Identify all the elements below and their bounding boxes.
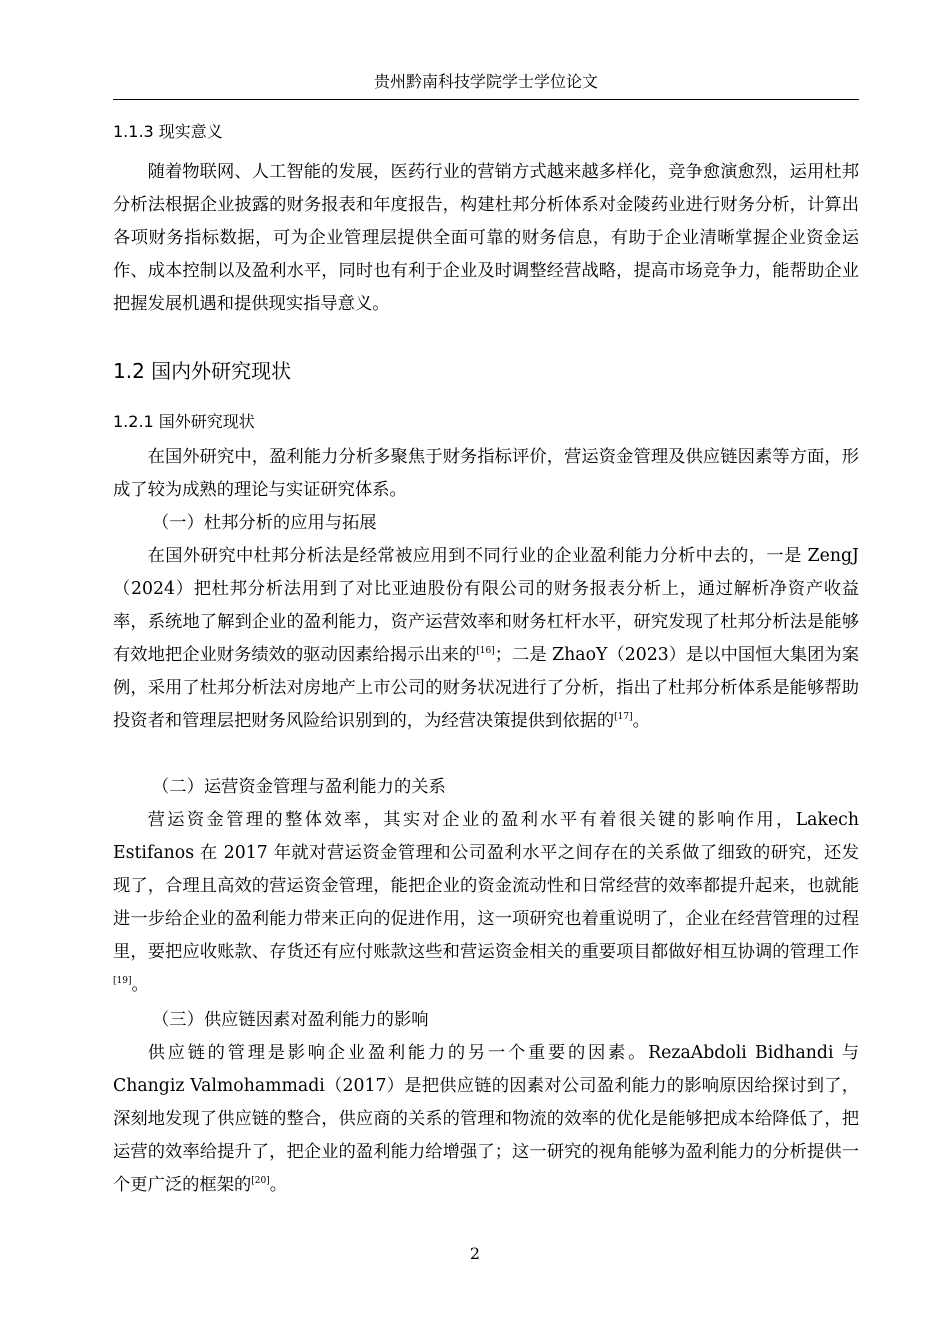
subsection-title-working-capital: （二）运营资金管理与盈利能力的关系 xyxy=(152,777,446,797)
paragraph-foreign-intro: 在国外研究中，盈利能力分析多聚焦于财务指标评价，营运资金管理及供应链因素等方面，形成了较为成熟的理论与实证研究体系。 xyxy=(113,447,859,500)
running-header: 贵州黔南科技学院学士学位论文 xyxy=(373,72,598,91)
citation-16: [16] xyxy=(476,646,495,656)
section-heading-1-2-1: 1.2.1 国外研究现状 xyxy=(113,412,255,431)
paragraph-working-capital xyxy=(113,804,859,1002)
paragraph-supply-chain-text: 供应链的管理是影响企业盈利能力的另一个重要的因素。RezaAbdoli Bidhandi 与 Changiz Valmohammadi（2017）是把供应链的因素对公司盈利能力的影响原因给探讨到了，深刻地发现了供应链的整合，供应商的关系的管理和物流的效率的优化是能够把成本给降低了，把运营的效率给提升了，把企业的盈利能力给增强了；这一研究的视角能够为盈利能力的分析提供一个更广泛的框架的 xyxy=(113,1043,859,1195)
paragraph-supply-chain-end: 。 xyxy=(269,1175,288,1195)
paragraph-dupont-text-a: 在国外研究中杜邦分析法是经常被应用到不同行业的企业盈利能力分析中去的，一是 ZengJ（2024）把杜邦分析法用到了对比亚迪股份有限公司的财务报表分析上，通过解析净资产收益率，系统地了解到企业的盈利能力，资产运营效率和财务杠杆水平，研究发现了杜邦分析法是能够有效地把企业财务绩效的驱动因素给揭示出来的 xyxy=(113,546,859,665)
paragraph-supply-chain xyxy=(113,1037,859,1202)
paragraph-working-capital-end: 。 xyxy=(131,975,149,995)
page-number: 2 xyxy=(469,1244,481,1263)
subsection-title-dupont: （一）杜邦分析的应用与拓展 xyxy=(152,513,377,533)
citation-20: [20] xyxy=(251,1176,270,1186)
section-heading-1-2: 1.2 国内外研究现状 xyxy=(113,359,292,383)
paragraph-practical-significance: 随着物联网、人工智能的发展，医药行业的营销方式越来越多样化，竞争愈演愈烈，运用杜邦分析法根据企业披露的财务报表和年度报告，构建杜邦分析体系对金陵药业进行财务分析，计算出各项财务指标数据，可为企业管理层提供全面可靠的财务信息，有助于企业清晰掌握企业资金运作、成本控制以及盈利水平，同时也有利于企业及时调整经营战略，提高市场竞争力，能帮助企业把握发展机遇和提供现实指导意义。 xyxy=(113,162,859,314)
subsection-title-supply-chain: （三）供应链因素对盈利能力的影响 xyxy=(152,1010,429,1030)
header-rule xyxy=(113,99,859,100)
paragraph-dupont-end: 。 xyxy=(632,711,650,731)
paragraph-dupont xyxy=(113,540,859,738)
citation-19: [19] xyxy=(113,976,132,986)
citation-17: [17] xyxy=(614,712,633,722)
paragraph-dupont-text-b: ；二是 ZhaoY（2023）是以中国恒大集团为案例，采用了杜邦分析法对房地产上市公司的财务状况进行了分析，指出了杜邦分析体系是能够帮助投资者和管理层把财务风险给识别到的，为经营决策提供到依据的 xyxy=(113,645,859,731)
section-heading-1-1-3: 1.1.3 现实意义 xyxy=(113,122,223,141)
paragraph-working-capital-text: 营运资金管理的整体效率，其实对企业的盈利水平有着很关键的影响作用，Lakech Estifanos 在 2017 年就对营运资金管理和公司盈利水平之间存在的关系做了细致的研究，还发现了，合理且高效的营运资金管理，能把企业的资金流动性和日常经营的效率都提升起来，也就能进一步给企业的盈利能力带来正向的促进作用，这一项研究也着重说明了，企业在经营管理的过程里，要把应收账款、存货还有应付账款这些和营运资金相关的重要项目都做好相互协调的管理工作 xyxy=(113,810,859,962)
